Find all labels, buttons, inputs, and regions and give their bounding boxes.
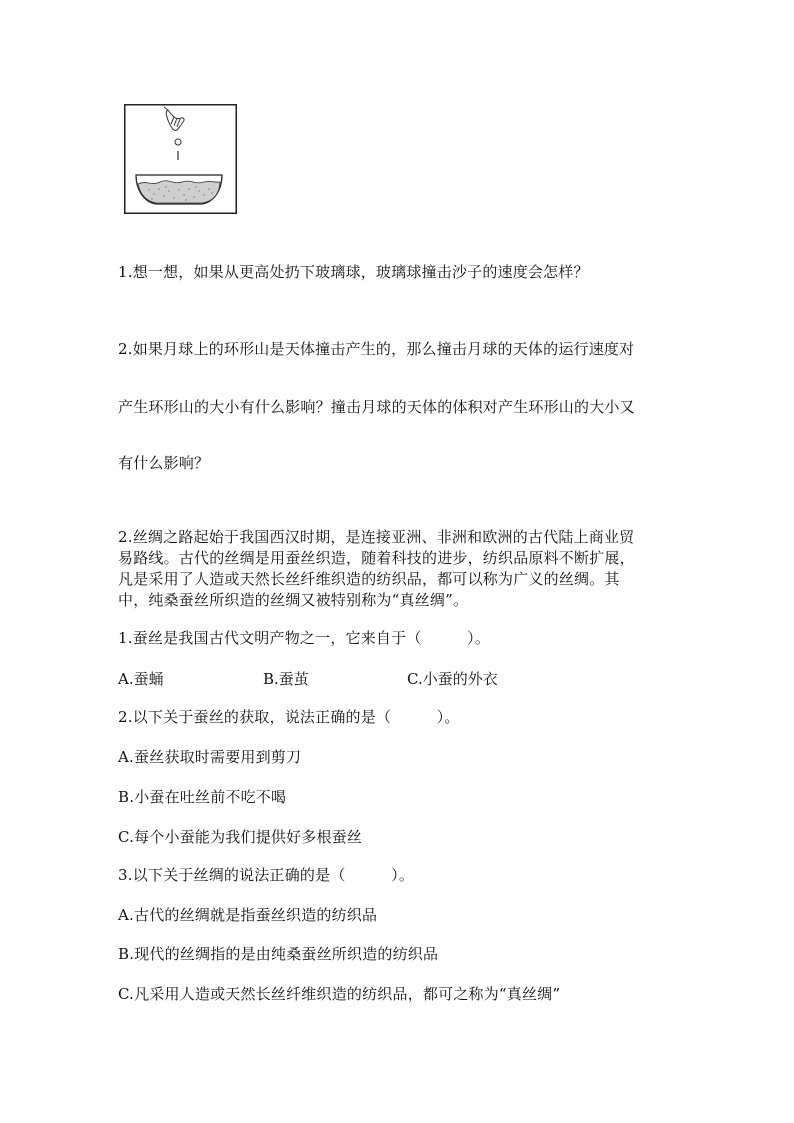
question-2-3-option-a: A.古代的丝绸就是指蚕丝织造的纺织品 — [118, 906, 378, 924]
question-2-1-option-c: C.小蚕的外衣 — [407, 670, 498, 688]
question-2-1-option-a: A.蚕蛹 — [118, 670, 164, 688]
question-2-2-stem: 2.以下关于蚕丝的获取，说法正确的是（ ）。 — [118, 708, 460, 726]
question-2-2-option-c: C.每个小蚕能为我们提供好多根蚕丝 — [118, 828, 363, 846]
question-2-2-option-a: A.蚕丝获取时需要用到剪刀 — [118, 748, 302, 766]
glass-ball-icon — [175, 139, 181, 145]
experiment-illustration — [124, 104, 237, 214]
passage-line: 中，纯桑蚕丝所织造的丝绸又被特别称为“真丝绸”。 — [118, 591, 469, 609]
question-1-1: 1.想一想，如果从更高处扔下玻璃球，玻璃球撞击沙子的速度会怎样？ — [118, 263, 589, 281]
question-2-3-option-b: B.现代的丝绸指的是由纯桑蚕丝所织造的纺织品 — [118, 945, 439, 963]
question-2-2-option-b: B.小蚕在吐丝前不吃不喝 — [118, 788, 287, 806]
question-1-2-line-2: 产生环形山的大小有什么影响？撞击月球的天体的体积对产生环形山的大小又 — [118, 398, 635, 416]
question-1-2-line-1: 2.如果月球上的环形山是天体撞击产生的，那么撞击月球的天体的运行速度对 — [118, 340, 635, 358]
passage-line: 易路线。古代的丝绸是用蚕丝织造，随着科技的进步，纺织品原料不断扩展， — [118, 549, 635, 567]
question-1-2-line-3: 有什么影响？ — [118, 454, 210, 472]
sand-bowl-icon — [136, 175, 222, 204]
passage-line: 2.丝绸之路起始于我国西汉时期，是连接亚洲、非洲和欧洲的古代陆上商业贸 — [118, 528, 635, 546]
question-2-3-stem: 3.以下关于丝绸的说法正确的是（ ）。 — [118, 866, 415, 884]
question-2-1-option-b: B.蚕茧 — [263, 670, 309, 688]
question-2-3-option-c: C.凡采用人造或天然长丝纤维织造的纺织品，都可之称为“真丝绸” — [118, 985, 561, 1003]
question-2-1-stem: 1.蚕丝是我国古代文明产物之一，它来自于（ ）。 — [118, 629, 491, 647]
passage-line: 凡是采用了人造或天然长丝纤维织造的纺织品，都可以称为广义的丝绸。其 — [118, 570, 620, 588]
silk-road-passage — [118, 527, 663, 611]
